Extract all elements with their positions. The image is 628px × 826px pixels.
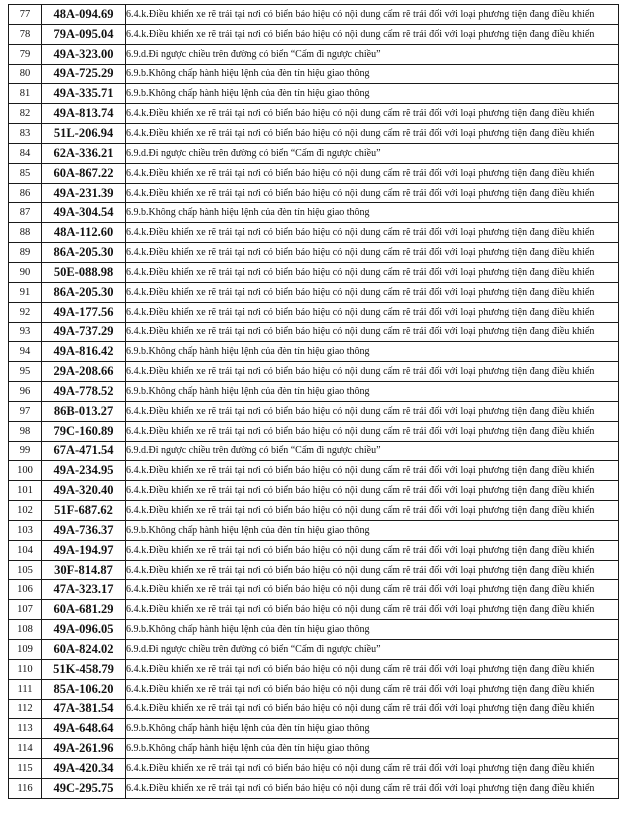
violation-description: 6.4.k.Điều khiển xe rẽ trái tại nơi có biển báo hiệu có nội dung cấm rẽ trái đối với loại phương tiện đang điều khiển	[126, 104, 619, 124]
table-row	[9, 441, 619, 461]
violation-description: 6.4.k.Điều khiển xe rẽ trái tại nơi có biển báo hiệu có nội dung cấm rẽ trái đối với loại phương tiện đang điều khiển	[126, 362, 619, 382]
license-plate: 49C-295.75	[42, 778, 126, 798]
license-plate: 79A-095.04	[42, 24, 126, 44]
table-row	[9, 481, 619, 501]
license-plate: 47A-381.54	[42, 699, 126, 719]
license-plate: 49A-335.71	[42, 84, 126, 104]
row-number: 105	[9, 560, 42, 580]
row-number: 115	[9, 759, 42, 779]
violation-description: 6.9.b.Không chấp hành hiệu lệnh của đèn tín hiệu giao thông	[126, 719, 619, 739]
license-plate: 86B-013.27	[42, 401, 126, 421]
row-number: 79	[9, 44, 42, 64]
table-row	[9, 282, 619, 302]
license-plate: 49A-736.37	[42, 520, 126, 540]
row-number: 110	[9, 659, 42, 679]
violation-description: 6.9.b.Không chấp hành hiệu lệnh của đèn tín hiệu giao thông	[126, 342, 619, 362]
row-number: 80	[9, 64, 42, 84]
table-row	[9, 203, 619, 223]
license-plate: 51L-206.94	[42, 124, 126, 144]
violation-description: 6.4.k.Điều khiển xe rẽ trái tại nơi có biển báo hiệu có nội dung cấm rẽ trái đối với loại phương tiện đang điều khiển	[126, 461, 619, 481]
table-row	[9, 84, 619, 104]
violation-description: 6.9.d.Đi ngược chiều trên đường có biển “Cấm đi ngược chiều”	[126, 143, 619, 163]
license-plate: 49A-194.97	[42, 540, 126, 560]
license-plate: 49A-648.64	[42, 719, 126, 739]
row-number: 104	[9, 540, 42, 560]
row-number: 93	[9, 322, 42, 342]
violation-description: 6.9.b.Không chấp hành hiệu lệnh của đèn tín hiệu giao thông	[126, 203, 619, 223]
table-row	[9, 739, 619, 759]
violation-description: 6.4.k.Điều khiển xe rẽ trái tại nơi có biển báo hiệu có nội dung cấm rẽ trái đối với loại phương tiện đang điều khiển	[126, 401, 619, 421]
table-row	[9, 640, 619, 660]
table-row	[9, 540, 619, 560]
license-plate: 30F-814.87	[42, 560, 126, 580]
row-number: 87	[9, 203, 42, 223]
row-number: 89	[9, 243, 42, 263]
violation-description: 6.4.k.Điều khiển xe rẽ trái tại nơi có biển báo hiệu có nội dung cấm rẽ trái đối với loại phương tiện đang điều khiển	[126, 5, 619, 25]
license-plate: 49A-231.39	[42, 183, 126, 203]
table-row	[9, 382, 619, 402]
license-plate: 60A-867.22	[42, 163, 126, 183]
license-plate: 49A-096.05	[42, 620, 126, 640]
table-row	[9, 699, 619, 719]
license-plate: 47A-323.17	[42, 580, 126, 600]
table-row	[9, 778, 619, 798]
table-row	[9, 243, 619, 263]
row-number: 109	[9, 640, 42, 660]
row-number: 91	[9, 282, 42, 302]
violation-description: 6.4.k.Điều khiển xe rẽ trái tại nơi có biển báo hiệu có nội dung cấm rẽ trái đối với loại phương tiện đang điều khiển	[126, 163, 619, 183]
license-plate: 49A-813.74	[42, 104, 126, 124]
row-number: 77	[9, 5, 42, 25]
license-plate: 49A-725.29	[42, 64, 126, 84]
license-plate: 86A-205.30	[42, 282, 126, 302]
violation-description: 6.4.k.Điều khiển xe rẽ trái tại nơi có biển báo hiệu có nội dung cấm rẽ trái đối với loại phương tiện đang điều khiển	[126, 699, 619, 719]
table-row	[9, 401, 619, 421]
table-row	[9, 223, 619, 243]
license-plate: 51K-458.79	[42, 659, 126, 679]
row-number: 103	[9, 520, 42, 540]
license-plate: 79C-160.89	[42, 421, 126, 441]
table-row	[9, 262, 619, 282]
license-plate: 49A-816.42	[42, 342, 126, 362]
table-row	[9, 560, 619, 580]
license-plate: 49A-323.00	[42, 44, 126, 64]
table-row	[9, 719, 619, 739]
violation-description: 6.4.k.Điều khiển xe rẽ trái tại nơi có biển báo hiệu có nội dung cấm rẽ trái đối với loại phương tiện đang điều khiển	[126, 560, 619, 580]
table-row	[9, 600, 619, 620]
row-number: 83	[9, 124, 42, 144]
table-row	[9, 421, 619, 441]
violation-description: 6.4.k.Điều khiển xe rẽ trái tại nơi có biển báo hiệu có nội dung cấm rẽ trái đối với loại phương tiện đang điều khiển	[126, 302, 619, 322]
license-plate: 48A-094.69	[42, 5, 126, 25]
license-plate: 49A-304.54	[42, 203, 126, 223]
row-number: 82	[9, 104, 42, 124]
license-plate: 67A-471.54	[42, 441, 126, 461]
row-number: 84	[9, 143, 42, 163]
row-number: 92	[9, 302, 42, 322]
row-number: 90	[9, 262, 42, 282]
violations-table-body	[9, 5, 619, 799]
row-number: 97	[9, 401, 42, 421]
row-number: 95	[9, 362, 42, 382]
violation-description: 6.9.b.Không chấp hành hiệu lệnh của đèn tín hiệu giao thông	[126, 520, 619, 540]
violation-description: 6.4.k.Điều khiển xe rẽ trái tại nơi có biển báo hiệu có nội dung cấm rẽ trái đối với loại phương tiện đang điều khiển	[126, 24, 619, 44]
license-plate: 49A-778.52	[42, 382, 126, 402]
violation-description: 6.9.d.Đi ngược chiều trên đường có biển “Cấm đi ngược chiều”	[126, 441, 619, 461]
violation-description: 6.4.k.Điều khiển xe rẽ trái tại nơi có biển báo hiệu có nội dung cấm rẽ trái đối với loại phương tiện đang điều khiển	[126, 183, 619, 203]
license-plate: 49A-177.56	[42, 302, 126, 322]
license-plate: 86A-205.30	[42, 243, 126, 263]
row-number: 98	[9, 421, 42, 441]
table-row	[9, 759, 619, 779]
license-plate: 49A-737.29	[42, 322, 126, 342]
violation-description: 6.4.k.Điều khiển xe rẽ trái tại nơi có biển báo hiệu có nội dung cấm rẽ trái đối với loại phương tiện đang điều khiển	[126, 223, 619, 243]
table-row	[9, 580, 619, 600]
row-number: 88	[9, 223, 42, 243]
table-row	[9, 163, 619, 183]
violation-description: 6.9.d.Đi ngược chiều trên đường có biển “Cấm đi ngược chiều”	[126, 44, 619, 64]
table-row	[9, 64, 619, 84]
violation-description: 6.4.k.Điều khiển xe rẽ trái tại nơi có biển báo hiệu có nội dung cấm rẽ trái đối với loại phương tiện đang điều khiển	[126, 679, 619, 699]
row-number: 111	[9, 679, 42, 699]
license-plate: 85A-106.20	[42, 679, 126, 699]
table-row	[9, 143, 619, 163]
license-plate: 49A-320.40	[42, 481, 126, 501]
violation-description: 6.4.k.Điều khiển xe rẽ trái tại nơi có biển báo hiệu có nội dung cấm rẽ trái đối với loại phương tiện đang điều khiển	[126, 580, 619, 600]
row-number: 116	[9, 778, 42, 798]
license-plate: 62A-336.21	[42, 143, 126, 163]
table-row	[9, 5, 619, 25]
violation-description: 6.4.k.Điều khiển xe rẽ trái tại nơi có biển báo hiệu có nội dung cấm rẽ trái đối với loại phương tiện đang điều khiển	[126, 124, 619, 144]
row-number: 94	[9, 342, 42, 362]
license-plate: 51F-687.62	[42, 501, 126, 521]
row-number: 99	[9, 441, 42, 461]
table-row	[9, 342, 619, 362]
violation-description: 6.4.k.Điều khiển xe rẽ trái tại nơi có biển báo hiệu có nội dung cấm rẽ trái đối với loại phương tiện đang điều khiển	[126, 243, 619, 263]
row-number: 113	[9, 719, 42, 739]
table-row	[9, 183, 619, 203]
violation-description: 6.4.k.Điều khiển xe rẽ trái tại nơi có biển báo hiệu có nội dung cấm rẽ trái đối với loại phương tiện đang điều khiển	[126, 778, 619, 798]
violation-description: 6.9.b.Không chấp hành hiệu lệnh của đèn tín hiệu giao thông	[126, 739, 619, 759]
violations-table	[8, 4, 619, 799]
table-row	[9, 362, 619, 382]
license-plate: 60A-681.29	[42, 600, 126, 620]
table-row	[9, 24, 619, 44]
table-row	[9, 322, 619, 342]
violation-description: 6.4.k.Điều khiển xe rẽ trái tại nơi có biển báo hiệu có nội dung cấm rẽ trái đối với loại phương tiện đang điều khiển	[126, 759, 619, 779]
violation-description: 6.9.b.Không chấp hành hiệu lệnh của đèn tín hiệu giao thông	[126, 84, 619, 104]
violation-description: 6.4.k.Điều khiển xe rẽ trái tại nơi có biển báo hiệu có nội dung cấm rẽ trái đối với loại phương tiện đang điều khiển	[126, 600, 619, 620]
violation-description: 6.4.k.Điều khiển xe rẽ trái tại nơi có biển báo hiệu có nội dung cấm rẽ trái đối với loại phương tiện đang điều khiển	[126, 282, 619, 302]
table-row	[9, 302, 619, 322]
license-plate: 48A-112.60	[42, 223, 126, 243]
violation-description: 6.4.k.Điều khiển xe rẽ trái tại nơi có biển báo hiệu có nội dung cấm rẽ trái đối với loại phương tiện đang điều khiển	[126, 421, 619, 441]
row-number: 108	[9, 620, 42, 640]
violation-description: 6.4.k.Điều khiển xe rẽ trái tại nơi có biển báo hiệu có nội dung cấm rẽ trái đối với loại phương tiện đang điều khiển	[126, 501, 619, 521]
table-row	[9, 461, 619, 481]
table-row	[9, 679, 619, 699]
row-number: 78	[9, 24, 42, 44]
table-row	[9, 44, 619, 64]
violation-description: 6.4.k.Điều khiển xe rẽ trái tại nơi có biển báo hiệu có nội dung cấm rẽ trái đối với loại phương tiện đang điều khiển	[126, 659, 619, 679]
violation-description: 6.9.b.Không chấp hành hiệu lệnh của đèn tín hiệu giao thông	[126, 620, 619, 640]
violation-description: 6.4.k.Điều khiển xe rẽ trái tại nơi có biển báo hiệu có nội dung cấm rẽ trái đối với loại phương tiện đang điều khiển	[126, 322, 619, 342]
violation-description: 6.9.d.Đi ngược chiều trên đường có biển “Cấm đi ngược chiều”	[126, 640, 619, 660]
table-row	[9, 659, 619, 679]
row-number: 107	[9, 600, 42, 620]
row-number: 112	[9, 699, 42, 719]
license-plate: 49A-261.96	[42, 739, 126, 759]
row-number: 96	[9, 382, 42, 402]
license-plate: 29A-208.66	[42, 362, 126, 382]
table-row	[9, 620, 619, 640]
row-number: 102	[9, 501, 42, 521]
row-number: 100	[9, 461, 42, 481]
table-row	[9, 520, 619, 540]
violation-description: 6.9.b.Không chấp hành hiệu lệnh của đèn tín hiệu giao thông	[126, 382, 619, 402]
row-number: 86	[9, 183, 42, 203]
violation-description: 6.4.k.Điều khiển xe rẽ trái tại nơi có biển báo hiệu có nội dung cấm rẽ trái đối với loại phương tiện đang điều khiển	[126, 540, 619, 560]
row-number: 85	[9, 163, 42, 183]
license-plate: 49A-234.95	[42, 461, 126, 481]
table-row	[9, 104, 619, 124]
table-row	[9, 501, 619, 521]
violation-description: 6.9.b.Không chấp hành hiệu lệnh của đèn tín hiệu giao thông	[126, 64, 619, 84]
license-plate: 50E-088.98	[42, 262, 126, 282]
row-number: 114	[9, 739, 42, 759]
license-plate: 49A-420.34	[42, 759, 126, 779]
row-number: 106	[9, 580, 42, 600]
violation-description: 6.4.k.Điều khiển xe rẽ trái tại nơi có biển báo hiệu có nội dung cấm rẽ trái đối với loại phương tiện đang điều khiển	[126, 262, 619, 282]
table-row	[9, 124, 619, 144]
row-number: 81	[9, 84, 42, 104]
violation-description: 6.4.k.Điều khiển xe rẽ trái tại nơi có biển báo hiệu có nội dung cấm rẽ trái đối với loại phương tiện đang điều khiển	[126, 481, 619, 501]
license-plate: 60A-824.02	[42, 640, 126, 660]
row-number: 101	[9, 481, 42, 501]
